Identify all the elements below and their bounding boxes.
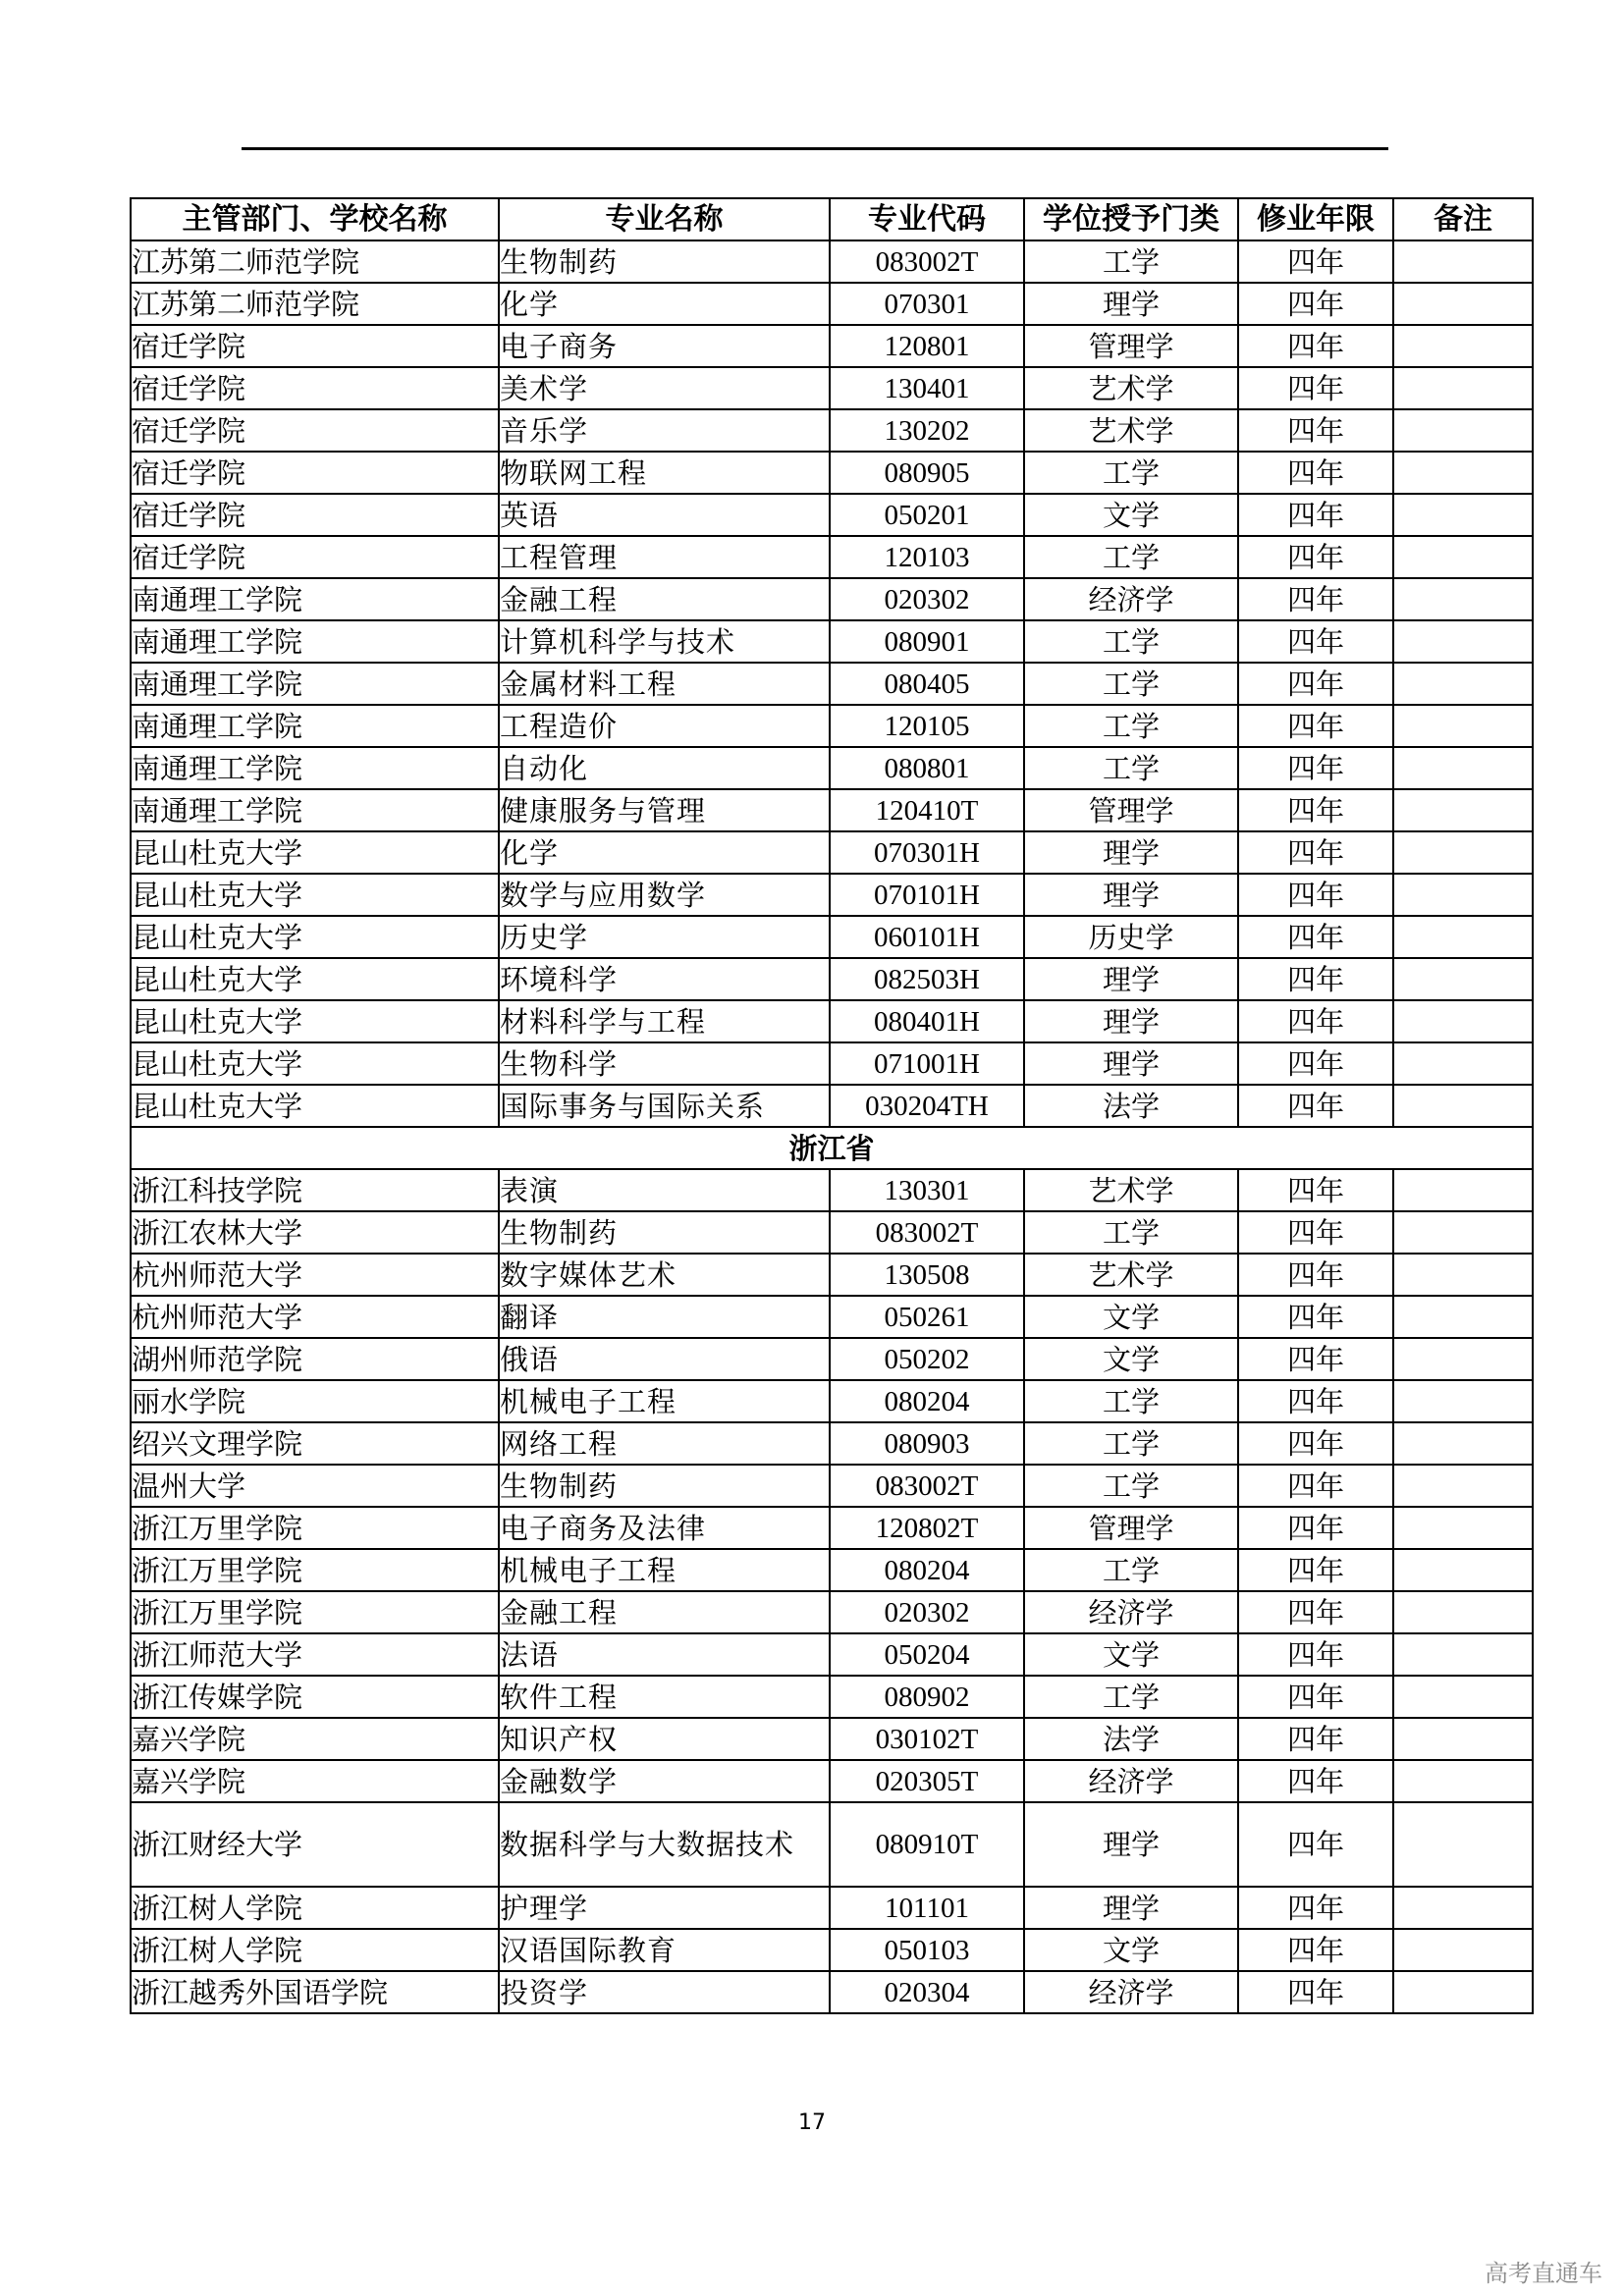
cell-years: 四年 <box>1238 1507 1393 1549</box>
cell-note <box>1393 1465 1533 1507</box>
cell-school: 浙江万里学院 <box>131 1549 499 1591</box>
cell-degree: 工学 <box>1024 747 1238 789</box>
table-row <box>131 409 1533 452</box>
cell-note <box>1393 874 1533 916</box>
cell-major: 投资学 <box>499 1971 830 2013</box>
cell-years: 四年 <box>1238 620 1393 663</box>
cell-years: 四年 <box>1238 1042 1393 1085</box>
cell-degree: 文学 <box>1024 1633 1238 1676</box>
cell-note <box>1393 325 1533 367</box>
cell-years: 四年 <box>1238 1676 1393 1718</box>
cell-years: 四年 <box>1238 1929 1393 1971</box>
section-zhejiang <box>131 1127 1533 1169</box>
cell-school: 南通理工学院 <box>131 747 499 789</box>
cell-school: 浙江越秀外国语学院 <box>131 1971 499 2013</box>
header-note: 备注 <box>1393 198 1533 240</box>
cell-major: 金属材料工程 <box>499 663 830 705</box>
cell-code: 082503H <box>830 958 1024 1000</box>
cell-major: 知识产权 <box>499 1718 830 1760</box>
cell-note <box>1393 1169 1533 1211</box>
cell-major: 国际事务与国际关系 <box>499 1085 830 1127</box>
cell-degree: 艺术学 <box>1024 1254 1238 1296</box>
cell-degree: 历史学 <box>1024 916 1238 958</box>
cell-code: 020302 <box>830 578 1024 620</box>
table-row <box>131 620 1533 663</box>
table-row <box>131 1887 1533 1929</box>
cell-major: 数学与应用数学 <box>499 874 830 916</box>
cell-years: 四年 <box>1238 240 1393 283</box>
cell-degree: 工学 <box>1024 1549 1238 1591</box>
cell-code: 080401H <box>830 1000 1024 1042</box>
cell-code: 030102T <box>830 1718 1024 1760</box>
table-row <box>131 789 1533 831</box>
cell-years: 四年 <box>1238 452 1393 494</box>
cell-degree: 经济学 <box>1024 1591 1238 1633</box>
cell-note <box>1393 1718 1533 1760</box>
cell-degree: 工学 <box>1024 1380 1238 1422</box>
cell-code: 071001H <box>830 1042 1024 1085</box>
cell-note <box>1393 240 1533 283</box>
cell-note <box>1393 1296 1533 1338</box>
watermark: 高考直通车 <box>1485 2260 1602 2287</box>
cell-years: 四年 <box>1238 958 1393 1000</box>
cell-note <box>1393 1380 1533 1422</box>
cell-degree: 工学 <box>1024 240 1238 283</box>
table-row <box>131 1802 1533 1887</box>
cell-school: 浙江农林大学 <box>131 1211 499 1254</box>
cell-school: 南通理工学院 <box>131 789 499 831</box>
cell-years: 四年 <box>1238 409 1393 452</box>
cell-major: 护理学 <box>499 1887 830 1929</box>
cell-code: 130401 <box>830 367 1024 409</box>
table-row <box>131 1422 1533 1465</box>
table-row <box>131 1042 1533 1085</box>
cell-degree: 经济学 <box>1024 578 1238 620</box>
cell-degree: 理学 <box>1024 1887 1238 1929</box>
cell-code: 083002T <box>830 1465 1024 1507</box>
cell-school: 浙江万里学院 <box>131 1507 499 1549</box>
cell-note <box>1393 452 1533 494</box>
table-row <box>131 1549 1533 1591</box>
cell-note <box>1393 1422 1533 1465</box>
cell-note <box>1393 1676 1533 1718</box>
jiangsu-rows <box>131 240 1533 1127</box>
cell-degree: 文学 <box>1024 494 1238 536</box>
header-school: 主管部门、学校名称 <box>131 198 499 240</box>
cell-note <box>1393 1760 1533 1802</box>
cell-degree: 文学 <box>1024 1296 1238 1338</box>
cell-note <box>1393 1507 1533 1549</box>
cell-code: 050202 <box>830 1338 1024 1380</box>
cell-degree: 理学 <box>1024 1802 1238 1887</box>
table-row <box>131 1718 1533 1760</box>
cell-code: 070301H <box>830 831 1024 874</box>
cell-code: 080903 <box>830 1422 1024 1465</box>
cell-major: 金融工程 <box>499 1591 830 1633</box>
cell-code: 080204 <box>830 1549 1024 1591</box>
cell-years: 四年 <box>1238 578 1393 620</box>
cell-degree: 法学 <box>1024 1085 1238 1127</box>
cell-degree: 工学 <box>1024 1422 1238 1465</box>
cell-school: 昆山杜克大学 <box>131 916 499 958</box>
cell-years: 四年 <box>1238 283 1393 325</box>
cell-years: 四年 <box>1238 1296 1393 1338</box>
section-title: 浙江省 <box>131 1127 1533 1169</box>
cell-major: 金融数学 <box>499 1760 830 1802</box>
cell-major: 化学 <box>499 283 830 325</box>
cell-note <box>1393 494 1533 536</box>
header-rule <box>242 147 1388 150</box>
cell-major: 英语 <box>499 494 830 536</box>
cell-note <box>1393 1085 1533 1127</box>
cell-school: 昆山杜克大学 <box>131 831 499 874</box>
cell-code: 020305T <box>830 1760 1024 1802</box>
cell-years: 四年 <box>1238 1718 1393 1760</box>
cell-years: 四年 <box>1238 1971 1393 2013</box>
cell-major: 汉语国际教育 <box>499 1929 830 1971</box>
cell-years: 四年 <box>1238 1254 1393 1296</box>
cell-note <box>1393 916 1533 958</box>
table-header-row <box>131 198 1533 240</box>
cell-note <box>1393 1971 1533 2013</box>
cell-code: 070101H <box>830 874 1024 916</box>
cell-years: 四年 <box>1238 1591 1393 1633</box>
cell-major: 计算机科学与技术 <box>499 620 830 663</box>
cell-degree: 工学 <box>1024 1676 1238 1718</box>
cell-code: 020302 <box>830 1591 1024 1633</box>
cell-code: 050261 <box>830 1296 1024 1338</box>
cell-school: 宿迁学院 <box>131 494 499 536</box>
table-row <box>131 958 1533 1000</box>
cell-years: 四年 <box>1238 325 1393 367</box>
cell-major: 数据科学与大数据技术 <box>499 1802 830 1887</box>
cell-years: 四年 <box>1238 1760 1393 1802</box>
cell-years: 四年 <box>1238 494 1393 536</box>
cell-note <box>1393 1338 1533 1380</box>
cell-years: 四年 <box>1238 1000 1393 1042</box>
cell-school: 浙江师范大学 <box>131 1633 499 1676</box>
table-row <box>131 747 1533 789</box>
cell-major: 生物科学 <box>499 1042 830 1085</box>
cell-code: 101101 <box>830 1887 1024 1929</box>
cell-note <box>1393 409 1533 452</box>
cell-note <box>1393 663 1533 705</box>
cell-degree: 管理学 <box>1024 325 1238 367</box>
table-row <box>131 283 1533 325</box>
cell-degree: 理学 <box>1024 283 1238 325</box>
table-row <box>131 240 1533 283</box>
table-row <box>131 536 1533 578</box>
cell-school: 南通理工学院 <box>131 705 499 747</box>
cell-degree: 理学 <box>1024 874 1238 916</box>
cell-note <box>1393 1929 1533 1971</box>
cell-major: 美术学 <box>499 367 830 409</box>
cell-degree: 文学 <box>1024 1929 1238 1971</box>
cell-degree: 工学 <box>1024 536 1238 578</box>
cell-major: 生物制药 <box>499 1465 830 1507</box>
cell-code: 120105 <box>830 705 1024 747</box>
cell-degree: 工学 <box>1024 620 1238 663</box>
cell-major: 工程管理 <box>499 536 830 578</box>
zhejiang-rows <box>131 1169 1533 2013</box>
cell-degree: 经济学 <box>1024 1971 1238 2013</box>
table-row <box>131 1085 1533 1127</box>
cell-school: 杭州师范大学 <box>131 1296 499 1338</box>
cell-degree: 管理学 <box>1024 1507 1238 1549</box>
cell-school: 湖州师范学院 <box>131 1338 499 1380</box>
cell-code: 050204 <box>830 1633 1024 1676</box>
cell-degree: 理学 <box>1024 958 1238 1000</box>
table-row <box>131 705 1533 747</box>
cell-code: 130508 <box>830 1254 1024 1296</box>
cell-school: 绍兴文理学院 <box>131 1422 499 1465</box>
cell-major: 工程造价 <box>499 705 830 747</box>
cell-note <box>1393 283 1533 325</box>
cell-years: 四年 <box>1238 663 1393 705</box>
cell-school: 浙江财经大学 <box>131 1802 499 1887</box>
cell-note <box>1393 705 1533 747</box>
cell-degree: 法学 <box>1024 1718 1238 1760</box>
cell-school: 丽水学院 <box>131 1380 499 1422</box>
cell-school: 浙江树人学院 <box>131 1929 499 1971</box>
cell-major: 环境科学 <box>499 958 830 1000</box>
cell-years: 四年 <box>1238 1549 1393 1591</box>
cell-school: 宿迁学院 <box>131 452 499 494</box>
cell-school: 宿迁学院 <box>131 409 499 452</box>
header-degree: 学位授予门类 <box>1024 198 1238 240</box>
table-row <box>131 1971 1533 2013</box>
major-list-table <box>130 197 1534 2014</box>
cell-note <box>1393 1211 1533 1254</box>
table-row <box>131 452 1533 494</box>
cell-note <box>1393 536 1533 578</box>
cell-school: 嘉兴学院 <box>131 1760 499 1802</box>
cell-years: 四年 <box>1238 1085 1393 1127</box>
table-row <box>131 916 1533 958</box>
table-row <box>131 367 1533 409</box>
table-row <box>131 1676 1533 1718</box>
cell-degree: 工学 <box>1024 1211 1238 1254</box>
cell-major: 机械电子工程 <box>499 1380 830 1422</box>
cell-note <box>1393 1633 1533 1676</box>
cell-code: 020304 <box>830 1971 1024 2013</box>
cell-note <box>1393 367 1533 409</box>
cell-code: 120410T <box>830 789 1024 831</box>
cell-note <box>1393 1549 1533 1591</box>
cell-code: 080901 <box>830 620 1024 663</box>
header-major: 专业名称 <box>499 198 830 240</box>
cell-school: 嘉兴学院 <box>131 1718 499 1760</box>
table-row <box>131 1760 1533 1802</box>
cell-code: 080910T <box>830 1802 1024 1887</box>
cell-code: 070301 <box>830 283 1024 325</box>
cell-school: 江苏第二师范学院 <box>131 240 499 283</box>
cell-years: 四年 <box>1238 789 1393 831</box>
cell-code: 080902 <box>830 1676 1024 1718</box>
cell-code: 130301 <box>830 1169 1024 1211</box>
cell-code: 130202 <box>830 409 1024 452</box>
cell-major: 软件工程 <box>499 1676 830 1718</box>
cell-school: 昆山杜克大学 <box>131 958 499 1000</box>
cell-school: 昆山杜克大学 <box>131 874 499 916</box>
cell-school: 昆山杜克大学 <box>131 1000 499 1042</box>
cell-note <box>1393 1000 1533 1042</box>
page-number: 17 <box>798 2110 826 2135</box>
cell-note <box>1393 1802 1533 1887</box>
cell-major: 金融工程 <box>499 578 830 620</box>
cell-degree: 文学 <box>1024 1338 1238 1380</box>
cell-years: 四年 <box>1238 367 1393 409</box>
cell-major: 网络工程 <box>499 1422 830 1465</box>
cell-years: 四年 <box>1238 916 1393 958</box>
cell-major: 材料科学与工程 <box>499 1000 830 1042</box>
cell-years: 四年 <box>1238 1169 1393 1211</box>
cell-degree: 理学 <box>1024 1000 1238 1042</box>
cell-school: 南通理工学院 <box>131 620 499 663</box>
cell-note <box>1393 1042 1533 1085</box>
cell-note <box>1393 958 1533 1000</box>
table-row <box>131 494 1533 536</box>
cell-major: 表演 <box>499 1169 830 1211</box>
cell-major: 法语 <box>499 1633 830 1676</box>
table-row <box>131 578 1533 620</box>
cell-school: 宿迁学院 <box>131 536 499 578</box>
cell-school: 温州大学 <box>131 1465 499 1507</box>
cell-degree: 管理学 <box>1024 789 1238 831</box>
cell-note <box>1393 1887 1533 1929</box>
cell-degree: 经济学 <box>1024 1760 1238 1802</box>
cell-major: 历史学 <box>499 916 830 958</box>
cell-school: 宿迁学院 <box>131 325 499 367</box>
table-row <box>131 1211 1533 1254</box>
cell-degree: 工学 <box>1024 663 1238 705</box>
cell-code: 050103 <box>830 1929 1024 1971</box>
cell-code: 083002T <box>830 240 1024 283</box>
cell-major: 翻译 <box>499 1296 830 1338</box>
cell-degree: 艺术学 <box>1024 409 1238 452</box>
cell-school: 南通理工学院 <box>131 578 499 620</box>
cell-degree: 艺术学 <box>1024 367 1238 409</box>
cell-school: 昆山杜克大学 <box>131 1042 499 1085</box>
cell-major: 电子商务 <box>499 325 830 367</box>
table-row <box>131 325 1533 367</box>
cell-note <box>1393 1254 1533 1296</box>
cell-code: 030204TH <box>830 1085 1024 1127</box>
cell-code: 080801 <box>830 747 1024 789</box>
table-row <box>131 874 1533 916</box>
cell-degree: 工学 <box>1024 452 1238 494</box>
cell-major: 数字媒体艺术 <box>499 1254 830 1296</box>
cell-years: 四年 <box>1238 1338 1393 1380</box>
table-row <box>131 1000 1533 1042</box>
cell-years: 四年 <box>1238 831 1393 874</box>
cell-note <box>1393 578 1533 620</box>
cell-degree: 工学 <box>1024 705 1238 747</box>
header-code: 专业代码 <box>830 198 1024 240</box>
cell-code: 050201 <box>830 494 1024 536</box>
cell-years: 四年 <box>1238 1211 1393 1254</box>
cell-degree: 理学 <box>1024 831 1238 874</box>
table-row <box>131 1169 1533 1211</box>
cell-major: 健康服务与管理 <box>499 789 830 831</box>
cell-years: 四年 <box>1238 536 1393 578</box>
cell-degree: 理学 <box>1024 1042 1238 1085</box>
cell-school: 昆山杜克大学 <box>131 1085 499 1127</box>
table-row <box>131 1254 1533 1296</box>
cell-major: 电子商务及法律 <box>499 1507 830 1549</box>
cell-school: 江苏第二师范学院 <box>131 283 499 325</box>
cell-school: 浙江树人学院 <box>131 1887 499 1929</box>
header-years: 修业年限 <box>1238 198 1393 240</box>
table-row <box>131 1465 1533 1507</box>
cell-code: 120802T <box>830 1507 1024 1549</box>
cell-years: 四年 <box>1238 1380 1393 1422</box>
cell-years: 四年 <box>1238 874 1393 916</box>
cell-years: 四年 <box>1238 1633 1393 1676</box>
cell-code: 120103 <box>830 536 1024 578</box>
cell-major: 物联网工程 <box>499 452 830 494</box>
table-row <box>131 1929 1533 1971</box>
cell-code: 120801 <box>830 325 1024 367</box>
cell-major: 自动化 <box>499 747 830 789</box>
cell-years: 四年 <box>1238 1465 1393 1507</box>
cell-years: 四年 <box>1238 1802 1393 1887</box>
table-row <box>131 1633 1533 1676</box>
cell-note <box>1393 831 1533 874</box>
table-row <box>131 1380 1533 1422</box>
cell-school: 浙江科技学院 <box>131 1169 499 1211</box>
cell-school: 浙江万里学院 <box>131 1591 499 1633</box>
table-row <box>131 1507 1533 1549</box>
cell-code: 080204 <box>830 1380 1024 1422</box>
section-row <box>131 1127 1533 1169</box>
cell-code: 060101H <box>830 916 1024 958</box>
cell-major: 化学 <box>499 831 830 874</box>
cell-code: 080405 <box>830 663 1024 705</box>
cell-school: 浙江传媒学院 <box>131 1676 499 1718</box>
cell-note <box>1393 1591 1533 1633</box>
cell-major: 音乐学 <box>499 409 830 452</box>
cell-code: 083002T <box>830 1211 1024 1254</box>
cell-school: 南通理工学院 <box>131 663 499 705</box>
cell-major: 生物制药 <box>499 1211 830 1254</box>
cell-years: 四年 <box>1238 1422 1393 1465</box>
table-row <box>131 1296 1533 1338</box>
table-row <box>131 831 1533 874</box>
table-row <box>131 1338 1533 1380</box>
cell-degree: 艺术学 <box>1024 1169 1238 1211</box>
cell-school: 宿迁学院 <box>131 367 499 409</box>
cell-code: 080905 <box>830 452 1024 494</box>
cell-note <box>1393 620 1533 663</box>
table-row <box>131 663 1533 705</box>
cell-years: 四年 <box>1238 705 1393 747</box>
table-row <box>131 1591 1533 1633</box>
cell-major: 机械电子工程 <box>499 1549 830 1591</box>
cell-years: 四年 <box>1238 747 1393 789</box>
cell-major: 俄语 <box>499 1338 830 1380</box>
cell-major: 生物制药 <box>499 240 830 283</box>
cell-note <box>1393 747 1533 789</box>
cell-school: 杭州师范大学 <box>131 1254 499 1296</box>
cell-degree: 工学 <box>1024 1465 1238 1507</box>
cell-note <box>1393 789 1533 831</box>
cell-years: 四年 <box>1238 1887 1393 1929</box>
